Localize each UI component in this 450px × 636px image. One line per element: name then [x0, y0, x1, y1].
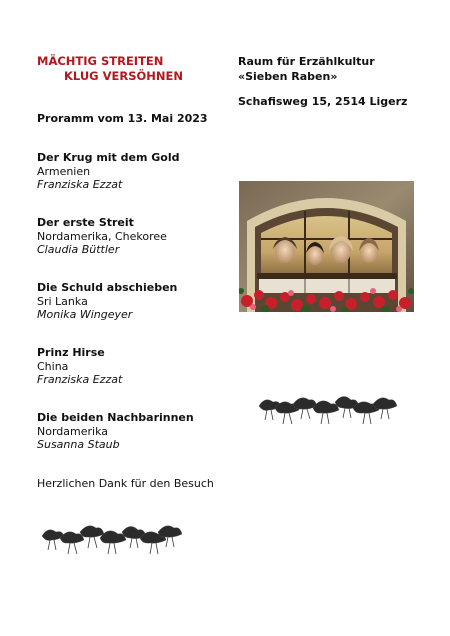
story-title: Der Krug mit dem Gold	[37, 151, 180, 164]
story-item	[37, 411, 227, 476]
story-origin: Nordamerika, Chekoree	[37, 229, 167, 243]
ravens-illustration	[255, 386, 400, 432]
story-origin: Nordamerika	[37, 424, 108, 438]
venue-name	[238, 54, 375, 84]
venue-address: Schafisweg 15, 2514 Ligerz	[238, 95, 408, 108]
event-title	[37, 54, 183, 84]
event-title-line2: KLUG VERSÖHNEN	[64, 69, 184, 83]
story-narrator: Monika Wingeyer	[37, 308, 133, 321]
window-photo	[239, 181, 414, 312]
story-item	[37, 346, 227, 411]
story-origin: Sri Lanka	[37, 294, 88, 308]
story-narrator: Susanna Staub	[37, 438, 120, 451]
story-title: Prinz Hirse	[37, 346, 105, 359]
thanks-note: Herzlichen Dank für den Besuch	[37, 477, 214, 490]
venue-line2: «Sieben Raben»	[238, 70, 338, 83]
story-title: Die beiden Nachbarinnen	[37, 411, 194, 424]
program-heading: Proramm vom 13. Mai 2023	[37, 112, 208, 125]
story-narrator: Franziska Ezzat	[37, 373, 123, 386]
story-origin: China	[37, 359, 69, 373]
story-list	[37, 151, 227, 476]
story-item	[37, 151, 227, 216]
story-title: Der erste Streit	[37, 216, 134, 229]
story-narrator: Franziska Ezzat	[37, 178, 123, 191]
story-title: Die Schuld abschieben	[37, 281, 178, 294]
venue-line1: Raum für Erzählkultur	[238, 55, 375, 68]
story-origin: Armenien	[37, 164, 91, 178]
story-narrator: Claudia Büttler	[37, 243, 120, 256]
story-item	[37, 281, 227, 346]
event-title-line1: MÄCHTIG STREITEN	[37, 54, 164, 68]
ravens-illustration	[38, 518, 183, 564]
story-item	[37, 216, 227, 281]
